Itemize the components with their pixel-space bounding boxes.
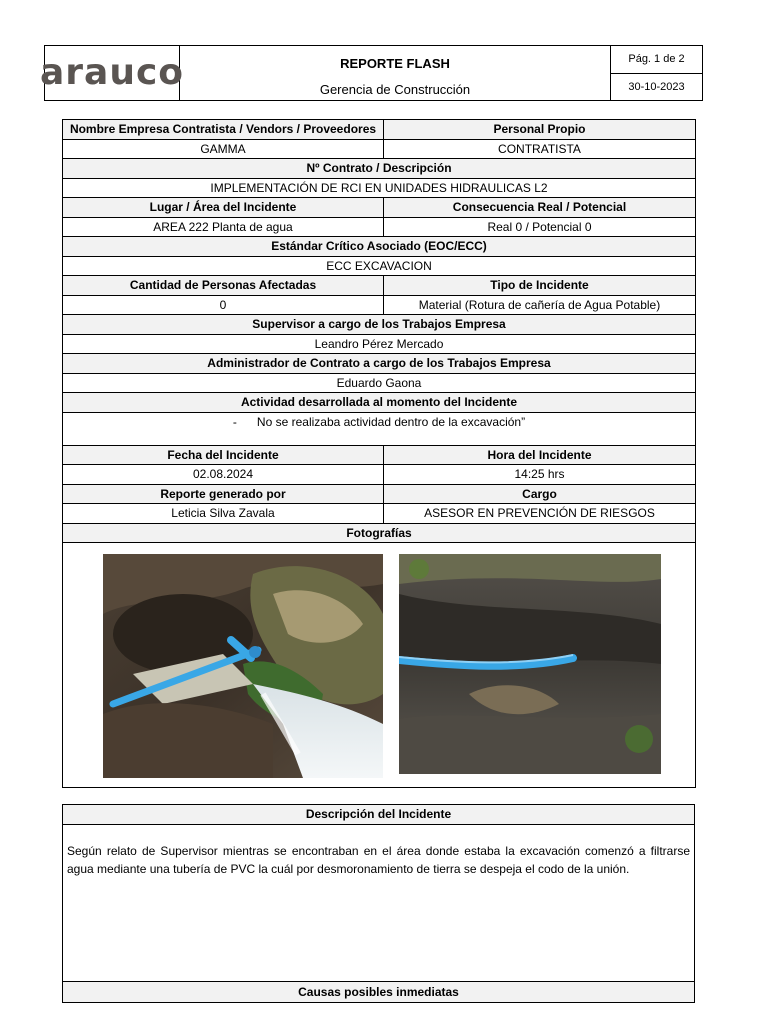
admin-label: Administrador de Contrato a cargo de los Trabajos Empresa: [63, 354, 696, 374]
time-value: 14:25 hrs: [384, 465, 696, 485]
contract-label: Nº Contrato / Descripción: [63, 159, 696, 179]
report-subtitle: Gerencia de Construcción: [319, 82, 471, 97]
place-label: Lugar / Área del Incidente: [63, 198, 384, 218]
supervisor-label: Supervisor a cargo de los Trabajos Empresa: [63, 315, 696, 335]
date-value: 02.08.2024: [63, 465, 384, 485]
time-label: Hora del Incidente: [384, 445, 696, 465]
document-date: 30-10-2023: [611, 73, 702, 101]
report-header: [39, 45, 703, 101]
arauco-logo: arauco: [39, 52, 185, 93]
standard-value: ECC EXCAVACION: [63, 256, 696, 276]
role-value: ASESOR EN PREVENCIÓN DE RIESGOS: [384, 504, 696, 524]
description-title: Descripción del Incidente: [63, 805, 694, 825]
reporter-value: Leticia Silva Zavala: [63, 504, 384, 524]
affected-label: Cantidad de Personas Afectadas: [63, 276, 384, 296]
own-staff-label: Personal Propio: [384, 120, 696, 140]
photos-cell: [63, 543, 696, 788]
incident-form: [62, 119, 696, 788]
photos-label: Fotografías: [63, 523, 696, 543]
incident-type-value: Material (Rotura de cañería de Agua Potable): [384, 295, 696, 315]
incident-photo-2: [399, 554, 661, 774]
description-text: Según relato de Supervisor mientras se encontraban en el área donde estaba la excavación comenzó a filtrarse agua mediante una tubería de PVC la cuál por desmoronamiento de tierra se despeja el codo de la unión.: [67, 844, 690, 876]
contractor-value: GAMMA: [63, 139, 384, 159]
incident-photo-1: [103, 554, 383, 778]
place-value: AREA 222 Planta de agua: [63, 217, 384, 237]
activity-value: - No se realizaba actividad dentro de la excavación”: [63, 412, 696, 445]
report-title: REPORTE FLASH: [340, 56, 450, 71]
consequence-value: Real 0 / Potencial 0: [384, 217, 696, 237]
causes-title: Causas posibles inmediatas: [63, 981, 694, 1002]
date-label: Fecha del Incidente: [63, 445, 384, 465]
title-cell: [180, 46, 611, 100]
supervisor-value: Leandro Pérez Mercado: [63, 334, 696, 354]
incident-type-label: Tipo de Incidente: [384, 276, 696, 296]
meta-cell: [611, 46, 702, 100]
admin-value: Eduardo Gaona: [63, 373, 696, 393]
activity-label: Actividad desarrollada al momento del Incidente: [63, 393, 696, 413]
reporter-label: Reporte generado por: [63, 484, 384, 504]
logo-cell: [39, 46, 185, 100]
contract-value: IMPLEMENTACIÓN DE RCI EN UNIDADES HIDRAULICAS L2: [63, 178, 696, 198]
role-label: Cargo: [384, 484, 696, 504]
consequence-label: Consecuencia Real / Potencial: [384, 198, 696, 218]
affected-value: 0: [63, 295, 384, 315]
standard-label: Estándar Crítico Asociado (EOC/ECC): [63, 237, 696, 257]
own-staff-value: CONTRATISTA: [384, 139, 696, 159]
page-number: Pág. 1 de 2: [628, 53, 685, 66]
contractor-label: Nombre Empresa Contratista / Vendors / Proveedores: [63, 120, 384, 140]
description-section: [62, 804, 695, 1003]
